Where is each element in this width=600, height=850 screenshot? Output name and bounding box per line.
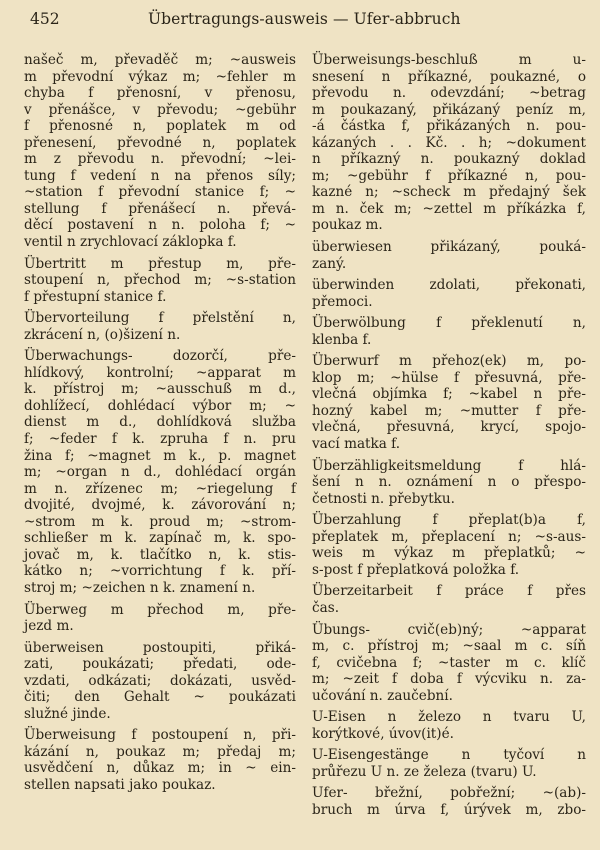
dictionary-entry bbox=[24, 310, 296, 343]
entry-line: f přestupní stanice f. bbox=[24, 288, 167, 305]
entry-line: m poukazaný, přikázaný peníz m, bbox=[312, 101, 586, 118]
entry-line: überweisen postoupiti, přiká- bbox=[24, 639, 296, 656]
entry-line: stoupení n, přechod m; ~s-station bbox=[24, 272, 296, 289]
dictionary-entry bbox=[24, 602, 296, 635]
entry-line: stellen napsati jako poukaz. bbox=[24, 776, 216, 793]
dictionary-entry bbox=[312, 512, 586, 578]
dictionary-entry bbox=[312, 239, 586, 272]
entry-line: přemoci. bbox=[312, 293, 373, 310]
entry-line: ~strom m k. proud m; ~strom- bbox=[24, 513, 296, 530]
entry-line: m z převodu n. převodní; ~lei- bbox=[24, 151, 296, 168]
entry-line: snesení n příkazné, poukazné, o bbox=[312, 68, 586, 85]
dictionary-entry bbox=[24, 727, 296, 793]
entry-line: Überzahlung f přeplat(b)a f, bbox=[312, 512, 586, 529]
entry-line: čiti; den Gehalt ~ poukázati bbox=[24, 689, 296, 706]
entry-line: chyba f přenosní, v přenosu, bbox=[24, 85, 296, 102]
dictionary-entry bbox=[24, 348, 296, 596]
entry-line: jezd m. bbox=[24, 618, 74, 635]
entry-line: v přenášce, v převodu; ~gebühr bbox=[24, 101, 296, 118]
entry-line: m; ~gebühr f příkazné n, pou- bbox=[312, 167, 586, 184]
entry-line: tung f vedení n na přenos síly; bbox=[24, 167, 296, 184]
entry-line: vzdati, odkázati; dokázati, usvěd- bbox=[24, 672, 296, 689]
entry-line: Überwölbung f překlenutí n, bbox=[312, 315, 586, 332]
entry-line: U-Eisen n železo n tvaru U, bbox=[312, 709, 586, 726]
entry-line: četnosti n. přebytku. bbox=[312, 490, 455, 507]
entry-line: kazné n; ~scheck m předajný šek bbox=[312, 184, 586, 201]
dictionary-entry bbox=[312, 622, 586, 705]
dictionary-entry bbox=[24, 256, 296, 306]
entry-line: -á částka f, přikázaných n. pou- bbox=[312, 118, 586, 135]
entry-line: Überweg m přechod m, pře- bbox=[24, 601, 296, 618]
entry-line: zkrácení n, (o)šizení n. bbox=[24, 326, 181, 343]
dictionary-entry bbox=[312, 583, 586, 616]
entry-line: hozný kabel m; ~mutter f pře- bbox=[312, 402, 586, 419]
entry-line: zaný. bbox=[312, 255, 347, 272]
dictionary-entry bbox=[312, 747, 586, 780]
entry-line: Überwachungs- dozorčí, pře- bbox=[24, 348, 296, 365]
entry-line: f, cvičebna f; ~taster m c. klíč bbox=[312, 654, 586, 671]
entry-line: ventil n zrychlovací záklopka f. bbox=[24, 234, 237, 251]
entry-line: stellung f přenášecí n. převá- bbox=[24, 200, 296, 217]
entry-line: přenesení, převodné n, poplatek bbox=[24, 134, 296, 151]
entry-line: jovač m, k. tlačítko n, k. stis- bbox=[24, 546, 296, 563]
entry-line: usvědčení n, důkaz m; in ~ ein- bbox=[24, 760, 296, 777]
entry-line: überwiesen přikázaný, pouká- bbox=[312, 239, 586, 256]
dictionary-entry bbox=[24, 52, 296, 251]
entry-line: zati, poukázati; předati, ode- bbox=[24, 656, 296, 673]
entry-line: dvojité, dvojmé, k. závorování n; bbox=[24, 497, 296, 514]
entry-line: Überweisungs-beschluß m u- bbox=[312, 52, 586, 68]
entry-line: ~station f převodní stanice f; ~ bbox=[24, 184, 296, 201]
entry-line: vlečná, přesuvná, krycí, spojo- bbox=[312, 419, 586, 436]
dictionary-entry bbox=[312, 458, 586, 508]
entry-line: U-Eisengestänge n tyčoví n bbox=[312, 747, 586, 764]
entry-line: korýtkové, úvov(it)é. bbox=[312, 725, 454, 742]
entry-line: m n. zřízenec m; ~riegelung f bbox=[24, 480, 296, 497]
dictionary-entry bbox=[312, 785, 586, 818]
entry-line: poukaz m. bbox=[312, 217, 383, 234]
entry-line: Überweisung f postoupení n, při- bbox=[24, 727, 296, 744]
entry-line: dohlížecí, dohlédací výbor m; ~ bbox=[24, 397, 296, 414]
entry-line: Überzeitarbeit f práce f přes bbox=[312, 583, 586, 600]
entry-line: f; ~feder f k. zpruha f n. pru bbox=[24, 431, 296, 448]
entry-line: weis m výkaz m přeplatků; ~ bbox=[312, 545, 586, 562]
running-title: Übertragungs-ausweis — Ufer-abbruch bbox=[148, 10, 461, 28]
entry-line: s-post f přeplatková položka f. bbox=[312, 561, 520, 578]
entry-line: kázání n, poukaz m; předaj m; bbox=[24, 743, 296, 760]
entry-line: klenba f. bbox=[312, 331, 372, 348]
entry-line: m převodní výkaz m; ~fehler m bbox=[24, 68, 296, 85]
dictionary-entry bbox=[312, 315, 586, 348]
entry-line: žina f; ~magnet m k., p. magnet bbox=[24, 447, 296, 464]
entry-line: Überzähligkeitsmeldung f hlá- bbox=[312, 457, 586, 474]
entry-line: m; ~zeit f doba f výcviku n. za- bbox=[312, 671, 586, 688]
page-header bbox=[30, 10, 580, 32]
entry-line: m; ~organ n d., dohlédací orgán bbox=[24, 464, 296, 481]
dictionary-entry bbox=[312, 709, 586, 742]
entry-line: kátko n; ~vorrichtung f k. pří- bbox=[24, 563, 296, 580]
entry-line: f přenosné n, poplatek m od bbox=[24, 118, 296, 135]
entry-line: m, c. přístroj m; ~saal m c. síň bbox=[312, 638, 586, 655]
entry-line: Ufer- břežní, pobřežní; ~(ab)- bbox=[312, 785, 586, 802]
entry-line: kázaných . . Kč. . h; ~dokument bbox=[312, 134, 586, 151]
left-column bbox=[24, 52, 296, 850]
entry-line: služné jinde. bbox=[24, 705, 111, 722]
entry-line: m n. ček m; ~zettel m příkázka f, bbox=[312, 200, 586, 217]
entry-line: Übervorteilung f přelstění n, bbox=[24, 310, 296, 327]
entry-line: hlídkový, kontrolní; ~apparat m bbox=[24, 364, 296, 381]
entry-line: děcí postavení n n. poloha f; ~ bbox=[24, 217, 296, 234]
entry-line: převodu n. odevzdání; ~betrag bbox=[312, 85, 586, 102]
entry-line: k. přístroj m; ~ausschuß m d., bbox=[24, 381, 296, 398]
right-column bbox=[312, 52, 586, 850]
entry-line: schließer m k. zapínač m, k. spo- bbox=[24, 530, 296, 547]
entry-line: bruch m úrva f, úrývek m, zbo- bbox=[312, 801, 586, 818]
entry-line: stroj m; ~zeichen n k. znamení n. bbox=[24, 579, 256, 596]
entry-line: klop m; ~hülse f přesuvná, pře- bbox=[312, 369, 586, 386]
dictionary-entry bbox=[312, 353, 586, 452]
entry-line: vací matka f. bbox=[312, 436, 401, 453]
entry-line: vlečná objímka f; ~kabel n pře- bbox=[312, 386, 586, 403]
entry-line: Überwurf m přehoz(ek) m, po- bbox=[312, 353, 586, 370]
entry-line: Übungs- cvič(eb)ný; ~apparat bbox=[312, 621, 586, 638]
entry-line: Übertritt m přestup m, pře- bbox=[24, 255, 296, 272]
entry-line: učování n. zaučební. bbox=[312, 687, 453, 704]
entry-line: šení n n. oznámení n o přespo- bbox=[312, 474, 586, 491]
entry-line: přeplatek m, přeplacení n; ~s-aus- bbox=[312, 528, 586, 545]
entry-line: našeč m, převaděč m; ~ausweis bbox=[24, 52, 296, 68]
entry-line: čas. bbox=[312, 599, 340, 616]
entry-line: dienst m d., dohlídková služba bbox=[24, 414, 296, 431]
entry-line: průřezu U n. ze železa (tvaru) U. bbox=[312, 763, 537, 780]
page-number: 452 bbox=[30, 10, 60, 28]
dictionary-entry bbox=[24, 640, 296, 723]
dictionary-entry bbox=[312, 52, 586, 234]
entry-line: n příkazný n. poukazný doklad bbox=[312, 151, 586, 168]
entry-line: überwinden zdolati, překonati, bbox=[312, 277, 586, 294]
dictionary-entry bbox=[312, 277, 586, 310]
